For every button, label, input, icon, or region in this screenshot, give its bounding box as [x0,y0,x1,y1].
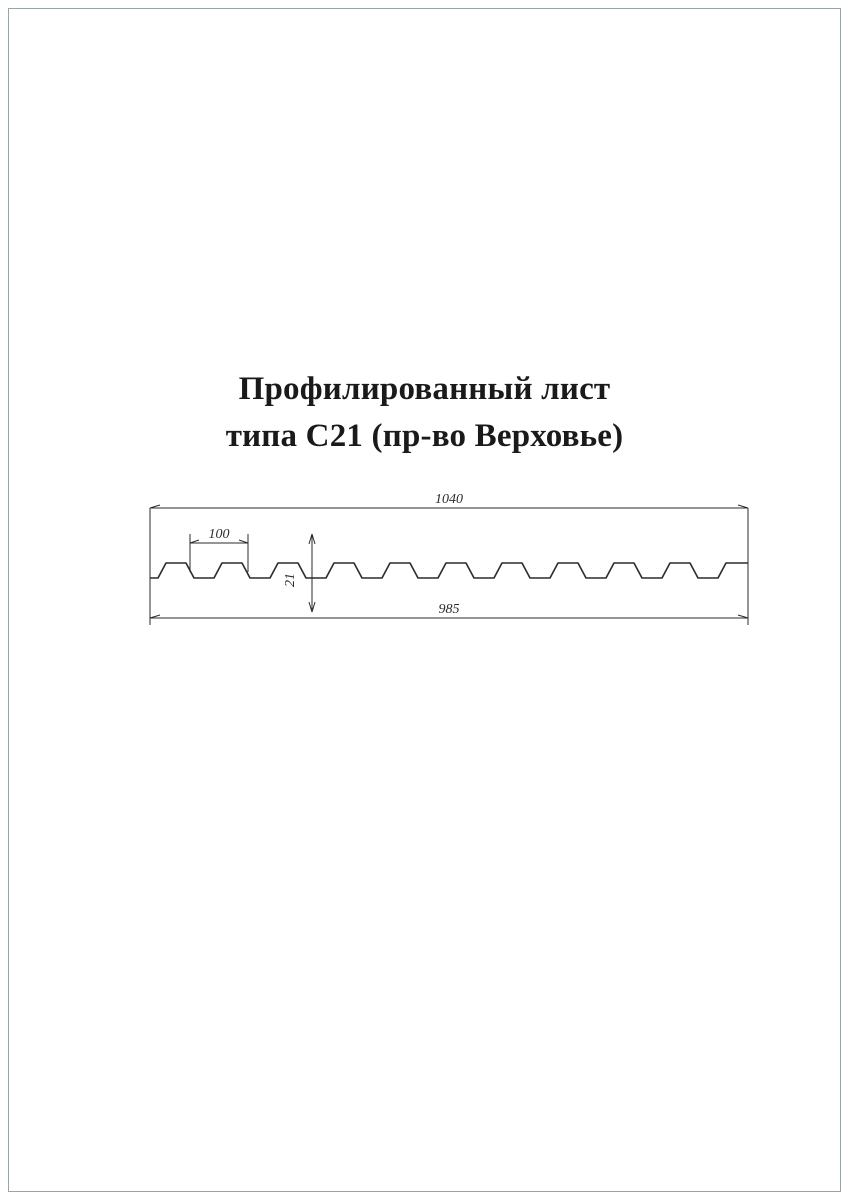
dimension-extension-lines [150,508,748,580]
title-line-2: типа С21 (пр-во Верховье) [225,418,624,454]
profile-drawing [0,480,849,660]
label-wave-pitch: 100 [208,527,230,542]
profile-diagram-svg [0,480,849,660]
dimension-height-group [309,534,315,612]
label-useful-width: 985 [438,602,460,617]
page-title [0,366,849,460]
label-total-width: 1040 [435,492,463,507]
profile-cross-section-path [150,563,748,578]
title-line-1: Профилированный лист [238,371,611,407]
label-profile-height: 21 [283,573,298,587]
